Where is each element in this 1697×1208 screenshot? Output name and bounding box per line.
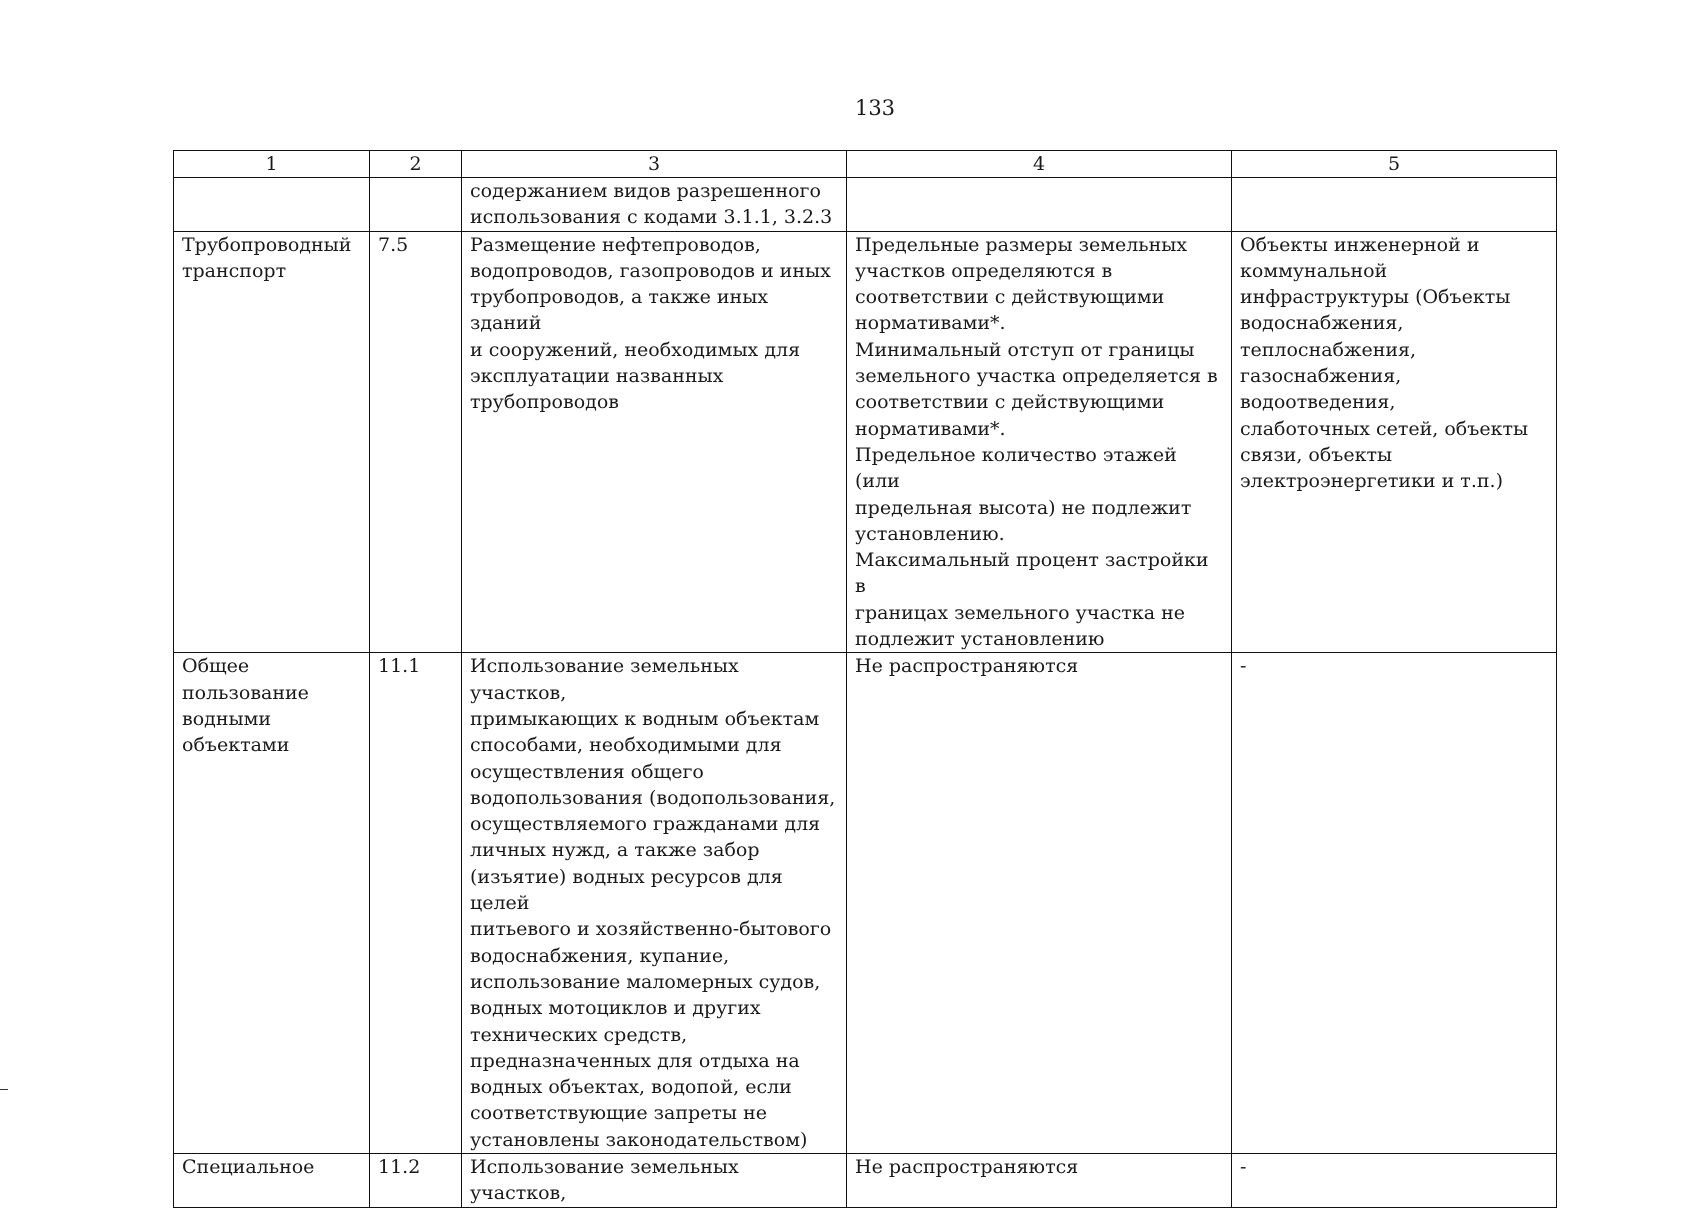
page-number: 133 xyxy=(854,96,896,120)
use-code-cell: 7.5 xyxy=(370,231,462,653)
table-row xyxy=(174,231,1557,653)
zoning-table xyxy=(173,150,1557,1208)
parameters-cell xyxy=(847,178,1232,232)
use-name-cell: Специальное xyxy=(174,1153,370,1207)
use-code-cell: 11.2 xyxy=(370,1153,462,1207)
use-name-cell: Трубопроводный транспорт xyxy=(174,231,370,653)
header-cell-3: 3 xyxy=(462,151,847,178)
use-code-cell: 11.1 xyxy=(370,653,462,1154)
table-row xyxy=(174,178,1557,232)
margin-mark xyxy=(0,1089,8,1090)
use-name-cell xyxy=(174,178,370,232)
objects-cell: - xyxy=(1232,653,1557,1154)
header-cell-2: 2 xyxy=(370,151,462,178)
use-description-cell: Использование земельных участков, примыкающих к водным объектам способами, необходимыми для осуществления общего водопользования (водопользования, осуществляемого гражданами для личных нужд, а также забор (изъятие) водных ресурсов для целей питьевого и хозяйственно-бытового водоснабжения, купание, использование маломерных судов, водных мотоциклов и других технических средств, предназначенных для отдыха на водных объектах, водопой, если соответствующие запреты не установлены законодательством) xyxy=(462,653,847,1154)
use-name-cell: Общее пользование водными объектами xyxy=(174,653,370,1154)
parameters-cell: Не распространяются xyxy=(847,1153,1232,1207)
objects-cell: Объекты инженерной и коммунальной инфраструктуры (Объекты водоснабжения, теплоснабжения, газоснабжения, водоотведения, слаботочных сетей, объекты связи, объекты электроэнергетики и т.п.) xyxy=(1232,231,1557,653)
objects-cell: - xyxy=(1232,1153,1557,1207)
use-code-cell xyxy=(370,178,462,232)
header-cell-1: 1 xyxy=(174,151,370,178)
use-description-cell: Размещение нефтепроводов, водопроводов, газопроводов и иных трубопроводов, а также иных зданий и сооружений, необходимых для эксплуатации названных трубопроводов xyxy=(462,231,847,653)
table-header-row xyxy=(174,151,1557,178)
use-description-cell: Использование земельных участков, xyxy=(462,1153,847,1207)
header-cell-4: 4 xyxy=(847,151,1232,178)
parameters-cell: Не распространяются xyxy=(847,653,1232,1154)
table-row xyxy=(174,1153,1557,1207)
table-row xyxy=(174,653,1557,1154)
use-description-cell: содержанием видов разрешенного использования с кодами 3.1.1, 3.2.3 xyxy=(462,178,847,232)
objects-cell xyxy=(1232,178,1557,232)
header-cell-5: 5 xyxy=(1232,151,1557,178)
parameters-cell: Предельные размеры земельных участков определяются в соответствии с действующими нормативами*. Минимальный отступ от границы земельного участка определяется в соответствии с действующими нормативами*. Предельное количество этажей (или предельная высота) не подлежит установлению. Максимальный процент застройки в границах земельного участка не подлежит установлению xyxy=(847,231,1232,653)
